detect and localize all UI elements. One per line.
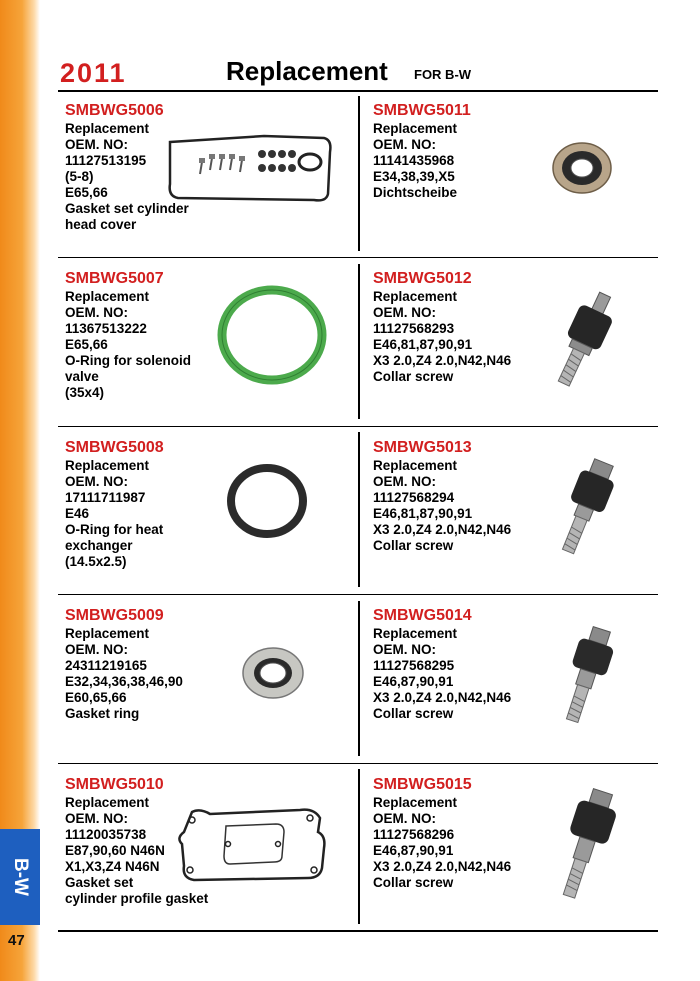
oem-label: OEM. NO: <box>373 474 436 489</box>
detail-line: X3 2.0,Z4 2.0,N42,N46 <box>373 690 512 705</box>
column-divider <box>358 432 360 587</box>
detail-line: Gasket set <box>65 875 134 890</box>
detail-line: E46,81,87,90,91 <box>373 337 473 352</box>
product-type: Replacement <box>373 458 458 473</box>
oem-label: OEM. NO: <box>373 137 436 152</box>
column-divider <box>358 601 360 756</box>
detail-line: Collar screw <box>373 538 454 553</box>
valve-cover-gasket-image <box>164 132 336 204</box>
detail-line: 11127568295 <box>373 658 455 673</box>
oem-label: OEM. NO: <box>65 137 128 152</box>
detail-line: exchanger <box>65 538 133 553</box>
detail-line: Collar screw <box>373 706 454 721</box>
collar-screw-image <box>536 785 636 903</box>
product-details <box>65 289 191 401</box>
header-rule <box>58 90 658 92</box>
collar-screw-image <box>538 286 630 394</box>
detail-line: X3 2.0,Z4 2.0,N42,N46 <box>373 859 512 874</box>
oem-label: OEM. NO: <box>373 642 436 657</box>
section-tab-label: B-W <box>9 858 31 896</box>
detail-line: valve <box>65 369 99 384</box>
detail-line: E46 <box>65 506 90 521</box>
oem-label: OEM. NO: <box>65 305 128 320</box>
detail-line: E32,34,36,38,46,90 <box>65 674 183 689</box>
product-cell[interactable] <box>65 439 355 599</box>
product-cell[interactable] <box>373 102 663 262</box>
catalog-year: 2011 <box>60 58 127 88</box>
collar-screw-image <box>542 623 632 727</box>
product-details <box>373 289 511 385</box>
detail-line: 11127568294 <box>373 490 455 505</box>
detail-line: E65,66 <box>65 185 108 200</box>
green-o-ring-image <box>215 284 329 386</box>
product-code: SMBWG5006 <box>65 102 164 119</box>
detail-line: O-Ring for solenoid <box>65 353 191 368</box>
product-code: SMBWG5009 <box>65 607 164 624</box>
product-type: Replacement <box>373 795 458 810</box>
detail-line: E65,66 <box>65 337 108 352</box>
detail-line: head cover <box>65 217 137 232</box>
detail-line: 11120035738 <box>65 827 147 842</box>
product-code: SMBWG5013 <box>373 439 472 456</box>
detail-line: E87,90,60 N46N <box>65 843 165 858</box>
product-code: SMBWG5011 <box>373 102 471 119</box>
product-type: Replacement <box>373 121 458 136</box>
detail-line: X3 2.0,Z4 2.0,N42,N46 <box>373 522 512 537</box>
oem-label: OEM. NO: <box>373 305 436 320</box>
oem-label: OEM. NO: <box>65 642 128 657</box>
collar-screw-image <box>540 455 632 559</box>
oem-label: OEM. NO: <box>373 811 436 826</box>
product-details <box>65 626 183 722</box>
column-divider <box>358 96 360 251</box>
product-type: Replacement <box>373 289 458 304</box>
product-code: SMBWG5012 <box>373 270 472 287</box>
product-details <box>373 121 457 201</box>
detail-line: (35x4) <box>65 385 105 400</box>
detail-line: 11127568293 <box>373 321 455 336</box>
product-code: SMBWG5008 <box>65 439 164 456</box>
product-code: SMBWG5007 <box>65 270 164 287</box>
product-cell[interactable] <box>65 607 355 767</box>
profile-gasket-image <box>174 804 334 886</box>
column-divider <box>358 769 360 924</box>
oem-label: OEM. NO: <box>65 474 128 489</box>
detail-line: Collar screw <box>373 369 454 384</box>
gasket-ring-image <box>240 645 306 701</box>
product-type: Replacement <box>65 626 150 641</box>
detail-line: 11127568296 <box>373 827 455 842</box>
black-o-ring-image <box>224 460 310 542</box>
detail-line: O-Ring for heat <box>65 522 164 537</box>
product-type: Replacement <box>65 289 150 304</box>
page-subtitle: FOR B-W <box>414 67 472 82</box>
product-type: Replacement <box>373 626 458 641</box>
detail-line: (14.5x2.5) <box>65 554 127 569</box>
column-divider <box>358 264 360 419</box>
product-details <box>373 458 511 554</box>
detail-line: E46,81,87,90,91 <box>373 506 473 521</box>
product-type: Replacement <box>65 458 150 473</box>
detail-line: (5-8) <box>65 169 94 184</box>
product-details <box>373 795 511 891</box>
product-code: SMBWG5014 <box>373 607 472 624</box>
product-code: SMBWG5015 <box>373 776 472 793</box>
page-title: Replacement <box>226 56 388 86</box>
detail-line: 17111711987 <box>65 490 146 505</box>
detail-line: 24311219165 <box>65 658 147 673</box>
sealing-washer-image <box>550 140 614 196</box>
detail-line: X1,X3,Z4 N46N <box>65 859 160 874</box>
detail-line: Dichtscheibe <box>373 185 458 200</box>
product-type: Replacement <box>65 795 150 810</box>
detail-line: E60,65,66 <box>65 690 127 705</box>
detail-line: cylinder profile gasket <box>65 891 209 906</box>
detail-line: 11127513195 <box>65 153 147 168</box>
detail-line: Gasket ring <box>65 706 140 721</box>
product-details <box>373 626 511 722</box>
detail-line: E46,87,90,91 <box>373 674 454 689</box>
product-type: Replacement <box>65 121 150 136</box>
product-details <box>65 458 163 570</box>
detail-line: Collar screw <box>373 875 454 890</box>
detail-line: Gasket set cylinder <box>65 201 189 216</box>
detail-line: E34,38,39,X5 <box>373 169 455 184</box>
oem-label: OEM. NO: <box>65 811 128 826</box>
page-number: 47 <box>8 932 25 949</box>
detail-line: X3 2.0,Z4 2.0,N42,N46 <box>373 353 512 368</box>
detail-line: E46,87,90,91 <box>373 843 454 858</box>
product-code: SMBWG5010 <box>65 776 164 793</box>
detail-line: 11141435968 <box>373 153 455 168</box>
detail-line: 11367513222 <box>65 321 147 336</box>
